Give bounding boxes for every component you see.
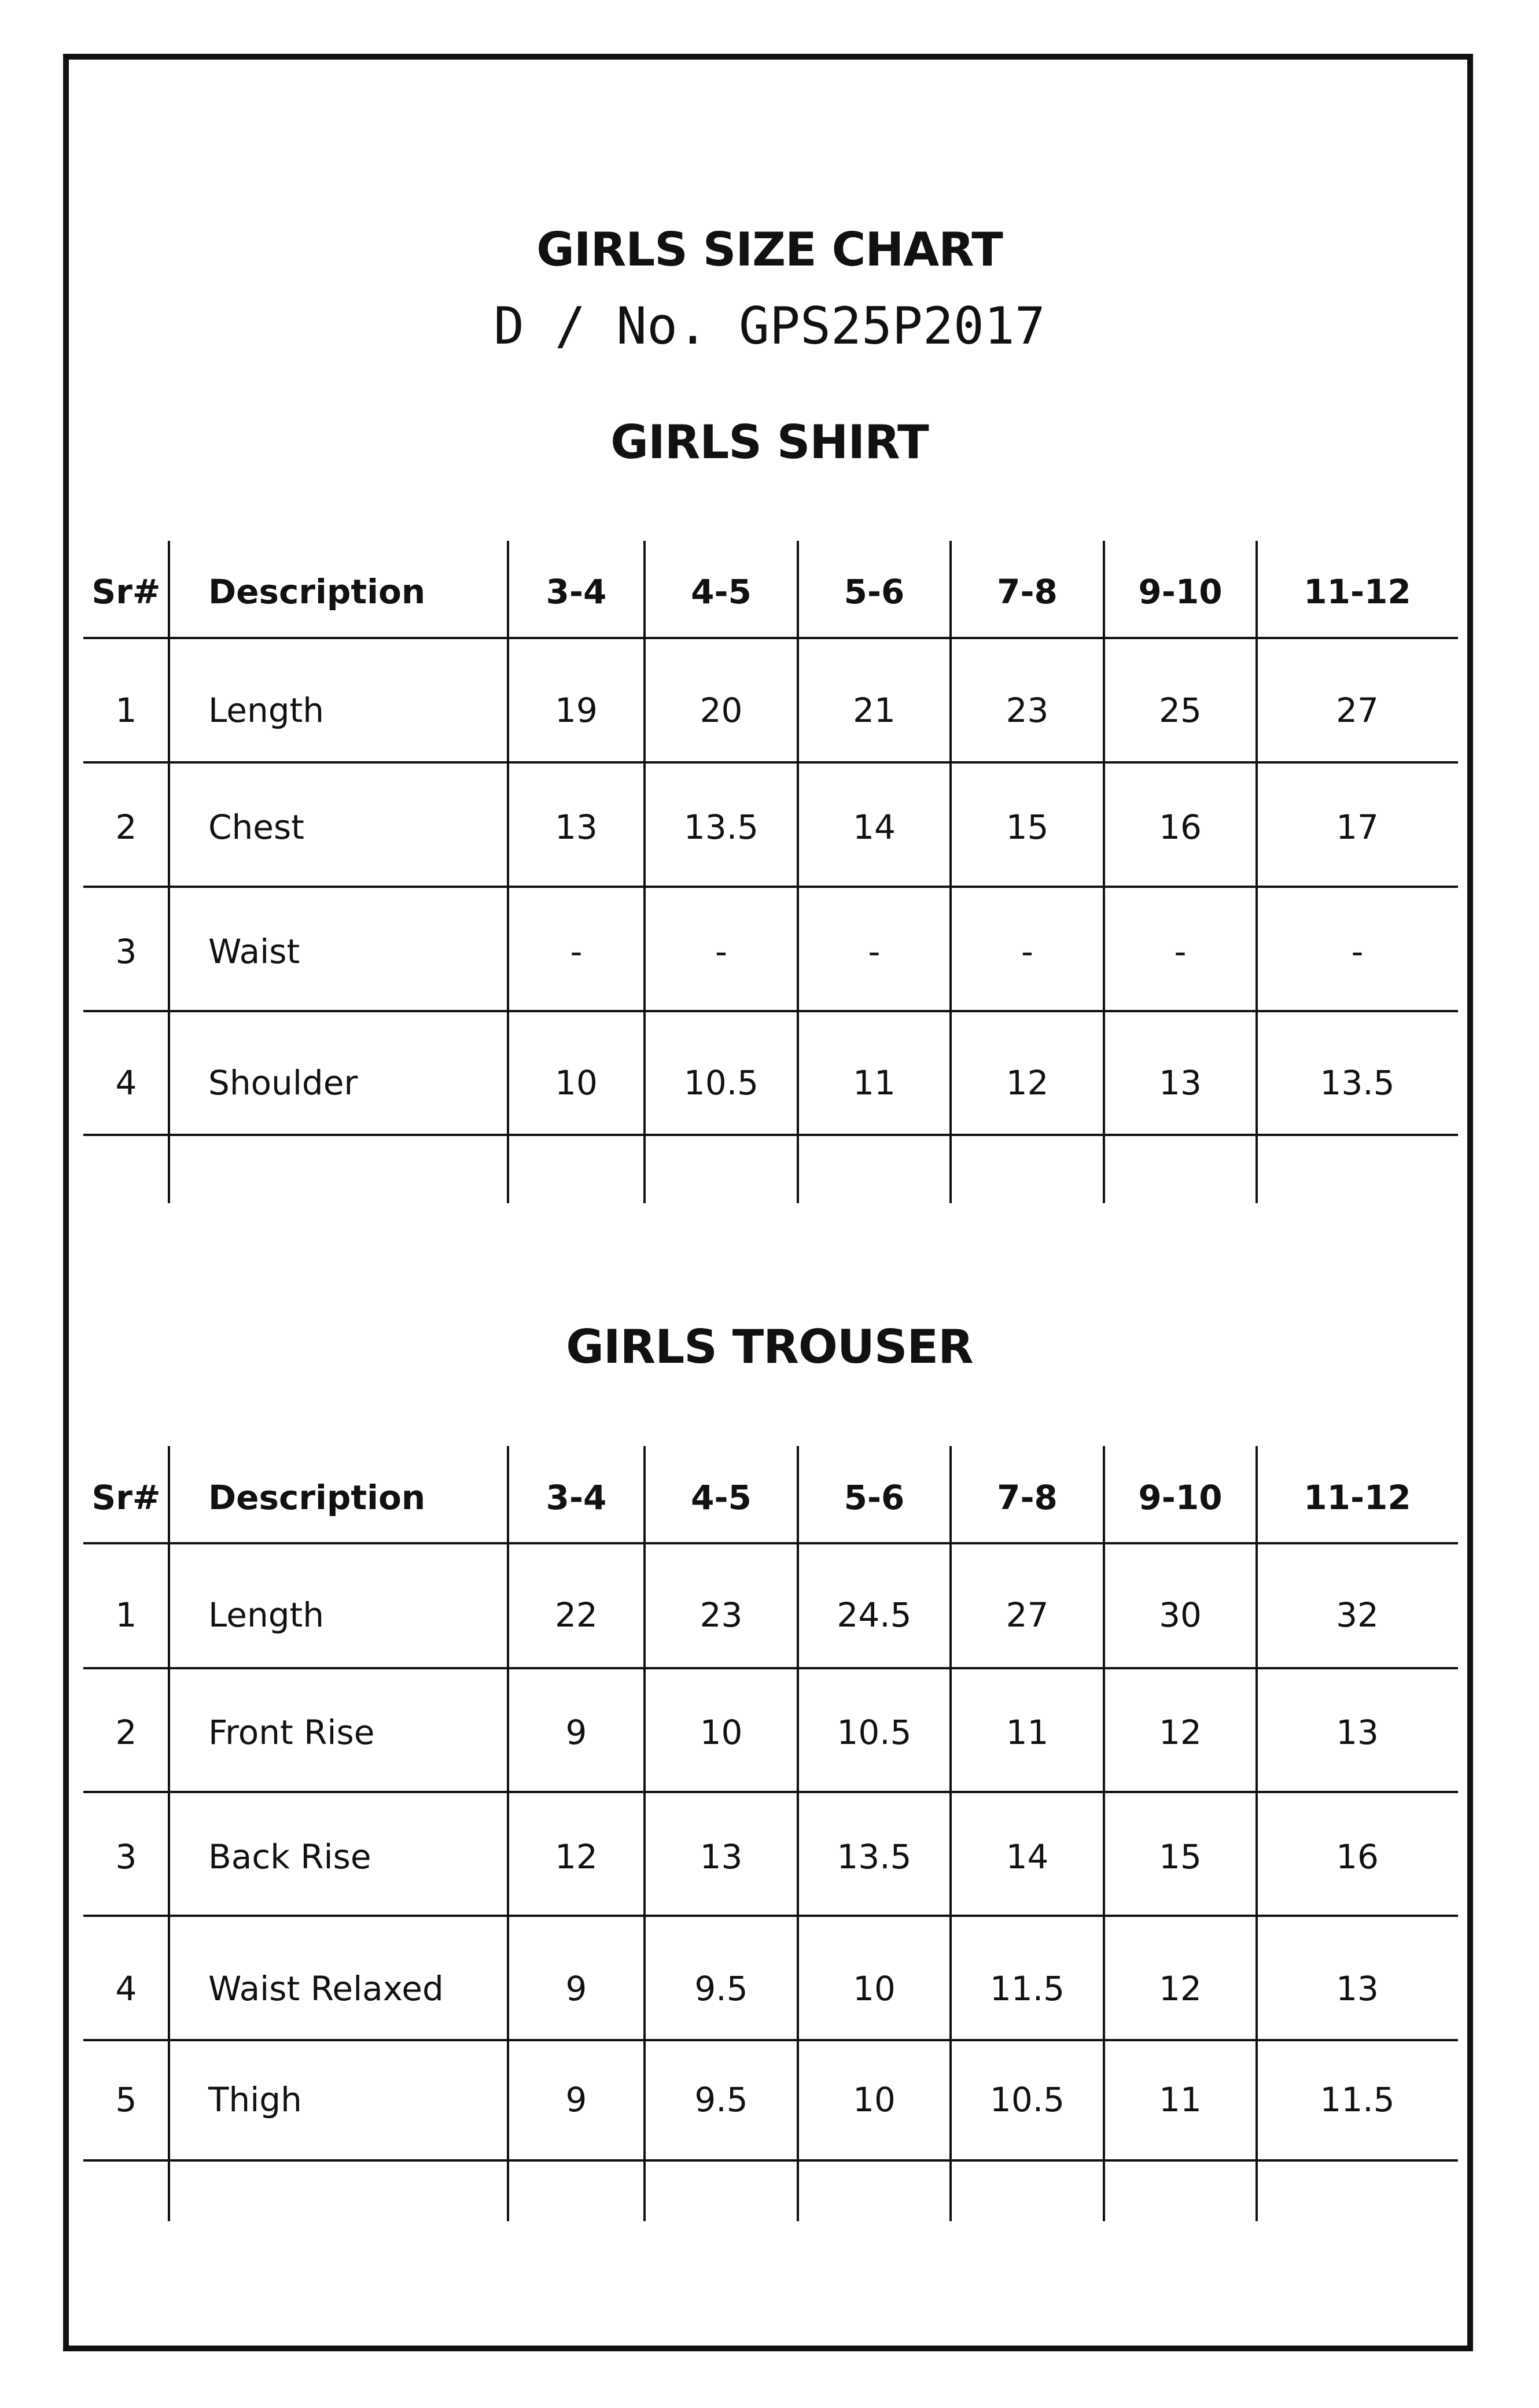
trouser-row-number: 4	[115, 1969, 137, 2008]
trouser-header-cell: 5-6	[844, 1478, 905, 1517]
trouser-measurement-cell: 30	[1159, 1595, 1202, 1635]
trouser-measurement-cell: 11	[1159, 2080, 1202, 2119]
shirt-table-heading: GIRLS SHIRT	[610, 415, 929, 469]
shirt-measurement-cell: 14	[853, 807, 896, 847]
shirt-measurement-cell: 23	[1006, 691, 1049, 730]
shirt-header-cell: 5-6	[844, 572, 905, 611]
trouser-measurement-cell: 27	[1006, 1595, 1049, 1635]
trouser-header-cell: 11-12	[1304, 1478, 1411, 1517]
shirt-measurement-cell: 13	[555, 807, 598, 847]
trouser-measurement-cell: 13	[1336, 1713, 1379, 1752]
trouser-measurement-cell: 13	[1336, 1969, 1379, 2008]
trouser-measurement-cell: 11	[1006, 1713, 1049, 1752]
trouser-measurement-cell: 13.5	[837, 1837, 912, 1876]
trouser-row-divider	[83, 1915, 1458, 1917]
shirt-measurement-cell: 25	[1159, 691, 1202, 730]
shirt-header-cell: 3-4	[546, 572, 607, 611]
trouser-row-description: Waist Relaxed	[208, 1969, 444, 2008]
trouser-row-description: Front Rise	[208, 1713, 375, 1752]
shirt-row-number: 1	[115, 691, 137, 730]
shirt-row-divider	[83, 761, 1458, 764]
trouser-measurement-cell: 9	[565, 1969, 587, 2008]
trouser-measurement-cell: 9	[565, 2080, 587, 2119]
shirt-measurement-cell: 17	[1336, 807, 1379, 847]
shirt-measurement-cell: 11	[853, 1063, 896, 1102]
shirt-row-divider	[83, 886, 1458, 888]
shirt-measurement-cell: 10	[555, 1063, 598, 1102]
trouser-header-cell: 7-8	[997, 1478, 1058, 1517]
trouser-row-number: 3	[115, 1837, 137, 1876]
shirt-row-description: Waist	[208, 932, 300, 971]
shirt-row-description: Shoulder	[208, 1063, 358, 1102]
trouser-measurement-cell: 11.5	[1320, 2080, 1395, 2119]
trouser-table-heading: GIRLS TROUSER	[566, 1320, 973, 1374]
trouser-header-cell: 3-4	[546, 1478, 607, 1517]
trouser-header-cell: Sr#	[91, 1478, 161, 1517]
shirt-measurement-cell: 15	[1006, 807, 1049, 847]
shirt-header-cell: 4-5	[691, 572, 752, 611]
shirt-row-divider	[83, 637, 1458, 639]
shirt-measurement-cell: 27	[1336, 691, 1379, 730]
trouser-measurement-cell: 10.5	[837, 1713, 912, 1752]
trouser-measurement-cell: 16	[1336, 1837, 1379, 1876]
design-number: D / No. GPS25P2017	[494, 296, 1045, 356]
trouser-row-divider	[83, 1542, 1458, 1544]
trouser-measurement-cell: 10	[853, 2080, 896, 2119]
trouser-row-divider	[83, 1791, 1458, 1793]
trouser-measurement-cell: 14	[1006, 1837, 1049, 1876]
shirt-row-number: 2	[115, 807, 137, 847]
trouser-header-cell: 4-5	[691, 1478, 752, 1517]
shirt-measurement-cell: 21	[853, 691, 896, 730]
trouser-row-divider	[83, 2159, 1458, 2162]
trouser-measurement-cell: 22	[555, 1595, 598, 1635]
shirt-row-number: 4	[115, 1063, 137, 1102]
trouser-measurement-cell: 12	[1159, 1713, 1202, 1752]
trouser-row-description: Length	[208, 1595, 325, 1635]
shirt-measurement-cell: -	[570, 932, 583, 971]
shirt-measurement-cell: 13.5	[1320, 1063, 1395, 1102]
shirt-measurement-cell: -	[1174, 932, 1187, 971]
shirt-measurement-cell: 10.5	[683, 1063, 759, 1102]
trouser-row-number: 1	[115, 1595, 137, 1635]
trouser-measurement-cell: 12	[1159, 1969, 1202, 2008]
shirt-header-cell: 9-10	[1138, 572, 1223, 611]
trouser-row-description: Thigh	[208, 2080, 302, 2119]
shirt-header-cell: Description	[208, 572, 426, 611]
trouser-header-cell: Description	[208, 1478, 426, 1517]
shirt-measurement-cell: -	[1351, 932, 1364, 971]
shirt-measurement-cell: 13.5	[683, 807, 759, 847]
shirt-row-number: 3	[115, 932, 137, 971]
shirt-measurement-cell: -	[868, 932, 881, 971]
trouser-measurement-cell: 32	[1336, 1595, 1379, 1635]
trouser-row-divider	[83, 1667, 1458, 1669]
shirt-measurement-cell: 19	[555, 691, 598, 730]
shirt-row-description: Length	[208, 691, 325, 730]
shirt-row-divider	[83, 1010, 1458, 1012]
trouser-measurement-cell: 9.5	[694, 1969, 748, 2008]
trouser-row-description: Back Rise	[208, 1837, 371, 1876]
trouser-measurement-cell: 24.5	[837, 1595, 912, 1635]
trouser-row-number: 5	[115, 2080, 137, 2119]
trouser-row-number: 2	[115, 1713, 137, 1752]
shirt-measurement-cell: 12	[1006, 1063, 1049, 1102]
trouser-header-cell: 9-10	[1138, 1478, 1223, 1517]
page-title: GIRLS SIZE CHART	[536, 223, 1003, 276]
shirt-measurement-cell: -	[715, 932, 727, 971]
shirt-measurement-cell: 20	[699, 691, 743, 730]
shirt-measurement-cell: 16	[1159, 807, 1202, 847]
trouser-row-divider	[83, 2039, 1458, 2041]
shirt-measurement-cell: 13	[1159, 1063, 1202, 1102]
trouser-measurement-cell: 10.5	[989, 2080, 1065, 2119]
shirt-header-cell: 11-12	[1304, 572, 1411, 611]
shirt-row-description: Chest	[208, 807, 304, 847]
trouser-measurement-cell: 23	[699, 1595, 743, 1635]
trouser-measurement-cell: 9.5	[694, 2080, 748, 2119]
trouser-measurement-cell: 12	[555, 1837, 598, 1876]
trouser-measurement-cell: 13	[699, 1837, 743, 1876]
trouser-measurement-cell: 10	[853, 1969, 896, 2008]
shirt-row-divider	[83, 1134, 1458, 1136]
shirt-header-cell: Sr#	[91, 572, 161, 611]
trouser-measurement-cell: 10	[699, 1713, 743, 1752]
trouser-measurement-cell: 15	[1159, 1837, 1202, 1876]
trouser-measurement-cell: 11.5	[989, 1969, 1065, 2008]
trouser-measurement-cell: 9	[565, 1713, 587, 1752]
shirt-header-cell: 7-8	[997, 572, 1058, 611]
shirt-measurement-cell: -	[1021, 932, 1033, 971]
